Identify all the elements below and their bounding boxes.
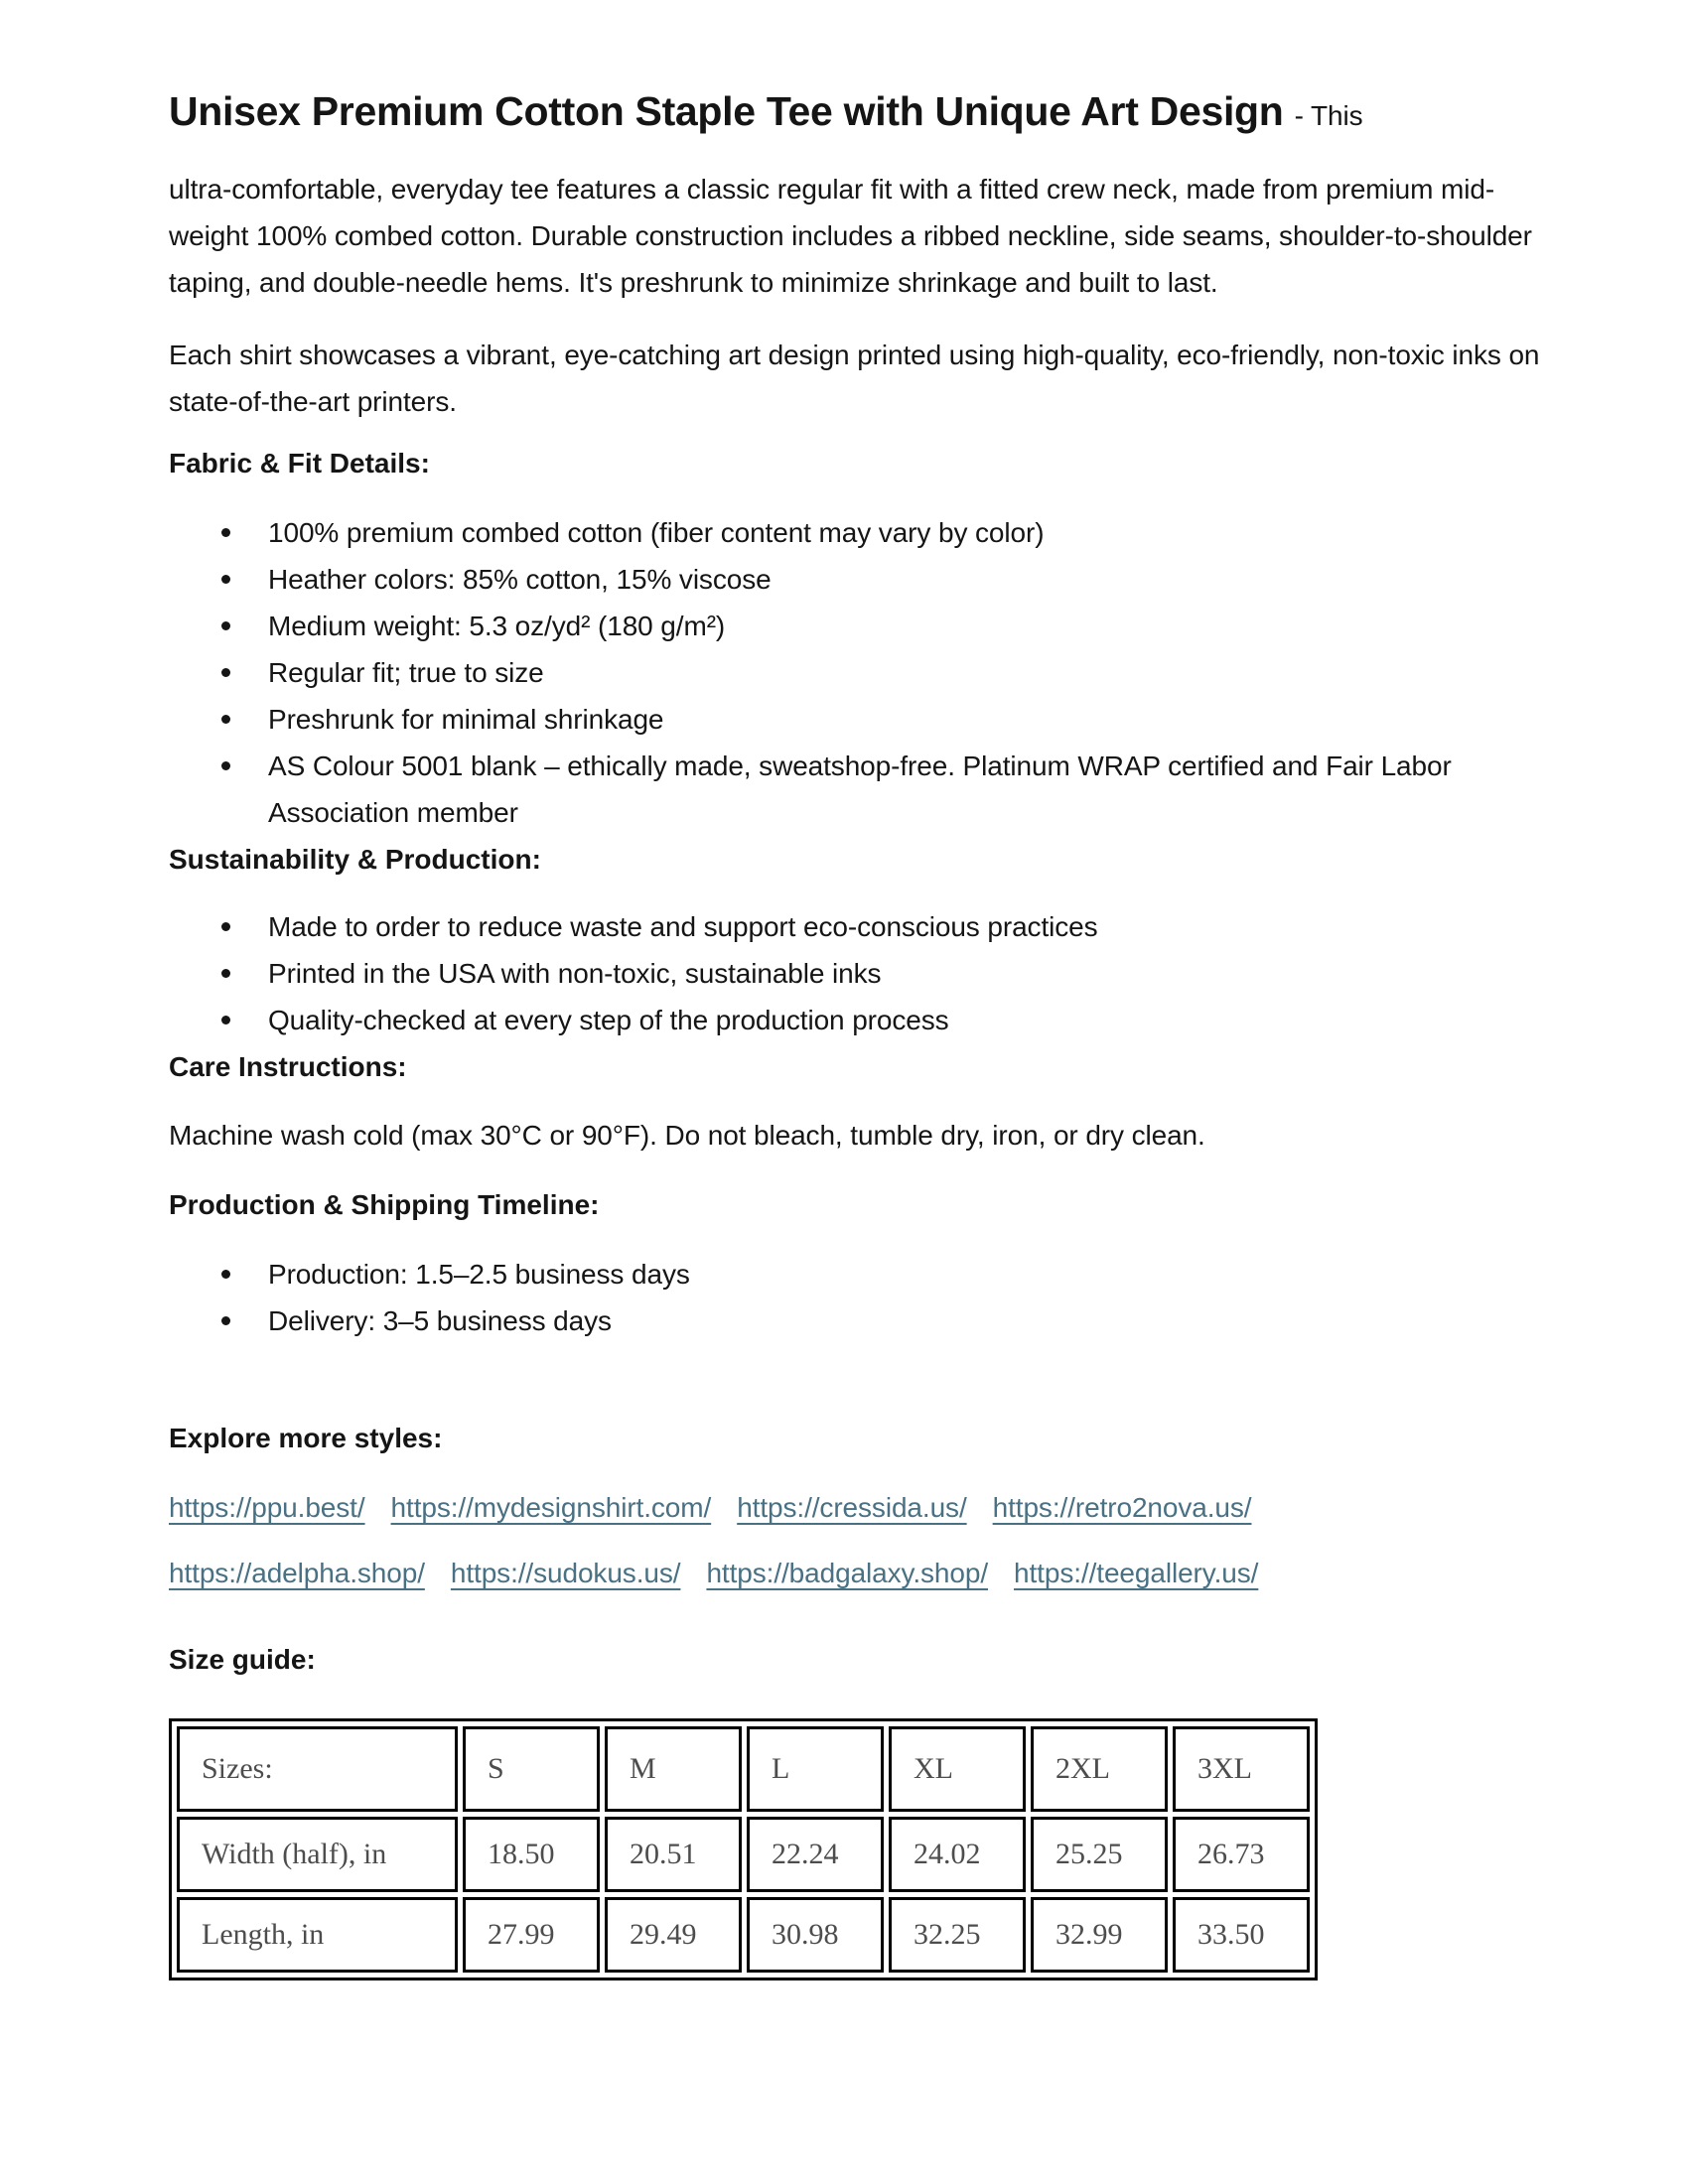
table-cell: 30.98 xyxy=(747,1897,884,1973)
links-row-1 xyxy=(169,1484,1559,1531)
care-heading: Care Instructions: xyxy=(169,1051,407,1082)
table-cell: 20.51 xyxy=(605,1817,742,1892)
table-cell: 26.73 xyxy=(1173,1817,1310,1892)
list-item: Quality-checked at every step of the production process xyxy=(268,997,1559,1043)
table-header-cell: 3XL xyxy=(1173,1726,1310,1812)
list-item: Made to order to reduce waste and support eco-conscious practices xyxy=(268,903,1559,950)
table-row xyxy=(177,1817,1310,1892)
intro-paragraph-2: Each shirt showcases a vibrant, eye-catching art design printed using high-quality, eco-friendly, non-toxic inks on state-of-the-art printers. xyxy=(169,340,1540,417)
link-retro2nova[interactable]: https://retro2nova.us/ xyxy=(992,1492,1252,1523)
product-title xyxy=(169,87,1559,140)
list-item: Production: 1.5–2.5 business days xyxy=(268,1251,1559,1297)
care-text: Machine wash cold (max 30°C or 90°F). Do not bleach, tumble dry, iron, or dry clean. xyxy=(169,1120,1205,1151)
link-adelpha[interactable]: https://adelpha.shop/ xyxy=(169,1558,425,1588)
link-mydesignshirt[interactable]: https://mydesignshirt.com/ xyxy=(390,1492,712,1523)
table-cell: 32.25 xyxy=(889,1897,1026,1973)
table-cell: 32.99 xyxy=(1031,1897,1168,1973)
product-title-suffix: - This xyxy=(1294,100,1363,131)
table-header-cell: L xyxy=(747,1726,884,1812)
sustainability-list xyxy=(169,903,1559,1043)
table-cell: 27.99 xyxy=(463,1897,600,1973)
fabric-fit-heading: Fabric & Fit Details: xyxy=(169,448,430,478)
list-item: 100% premium combed cotton (fiber content may vary by color) xyxy=(268,509,1559,556)
table-cell: 33.50 xyxy=(1173,1897,1310,1973)
table-header-row xyxy=(177,1726,1310,1812)
list-item: Preshrunk for minimal shrinkage xyxy=(268,696,1559,743)
link-sudokus[interactable]: https://sudokus.us/ xyxy=(450,1558,681,1588)
link-teegallery[interactable]: https://teegallery.us/ xyxy=(1014,1558,1259,1588)
table-cell: 18.50 xyxy=(463,1817,600,1892)
table-row-label: Width (half), in xyxy=(177,1817,458,1892)
table-header-cell: S xyxy=(463,1726,600,1812)
table-header-cell: 2XL xyxy=(1031,1726,1168,1812)
list-item: AS Colour 5001 blank – ethically made, sweatshop-free. Platinum WRAP certified and Fair Labor Association member xyxy=(268,743,1559,836)
fabric-fit-list xyxy=(169,509,1559,836)
table-cell: 22.24 xyxy=(747,1817,884,1892)
list-item: Printed in the USA with non-toxic, sustainable inks xyxy=(268,950,1559,997)
size-guide-heading: Size guide: xyxy=(169,1644,316,1675)
explore-heading: Explore more styles: xyxy=(169,1423,443,1453)
link-badgalaxy[interactable]: https://badgalaxy.shop/ xyxy=(706,1558,989,1588)
shipping-heading: Production & Shipping Timeline: xyxy=(169,1189,600,1220)
table-cell: 25.25 xyxy=(1031,1817,1168,1892)
table-row-label: Length, in xyxy=(177,1897,458,1973)
intro-paragraph-1: ultra-comfortable, everyday tee features a classic regular fit with a fitted crew neck, made from premium mid-weight 100% combed cotton. Durable construction includes a ribbed neckline, side seams, shoulder-to-shoulder taping, and double-needle hems. It's preshrunk to minimize shrinkage and built to last. xyxy=(169,174,1532,298)
table-header-cell: M xyxy=(605,1726,742,1812)
size-guide-table xyxy=(169,1718,1318,1980)
sustainability-heading: Sustainability & Production: xyxy=(169,844,541,875)
list-item: Heather colors: 85% cotton, 15% viscose xyxy=(268,556,1559,603)
list-item: Regular fit; true to size xyxy=(268,649,1559,696)
table-header-cell: XL xyxy=(889,1726,1026,1812)
links-row-2 xyxy=(169,1550,1559,1596)
link-ppu-best[interactable]: https://ppu.best/ xyxy=(169,1492,365,1523)
product-title-main: Unisex Premium Cotton Staple Tee with Unique Art Design xyxy=(169,88,1284,134)
link-cressida[interactable]: https://cressida.us/ xyxy=(737,1492,967,1523)
table-row xyxy=(177,1897,1310,1973)
table-header-cell: Sizes: xyxy=(177,1726,458,1812)
table-cell: 24.02 xyxy=(889,1817,1026,1892)
list-item: Medium weight: 5.3 oz/yd² (180 g/m²) xyxy=(268,603,1559,649)
list-item: Delivery: 3–5 business days xyxy=(268,1297,1559,1344)
shipping-list xyxy=(169,1251,1559,1344)
table-cell: 29.49 xyxy=(605,1897,742,1973)
